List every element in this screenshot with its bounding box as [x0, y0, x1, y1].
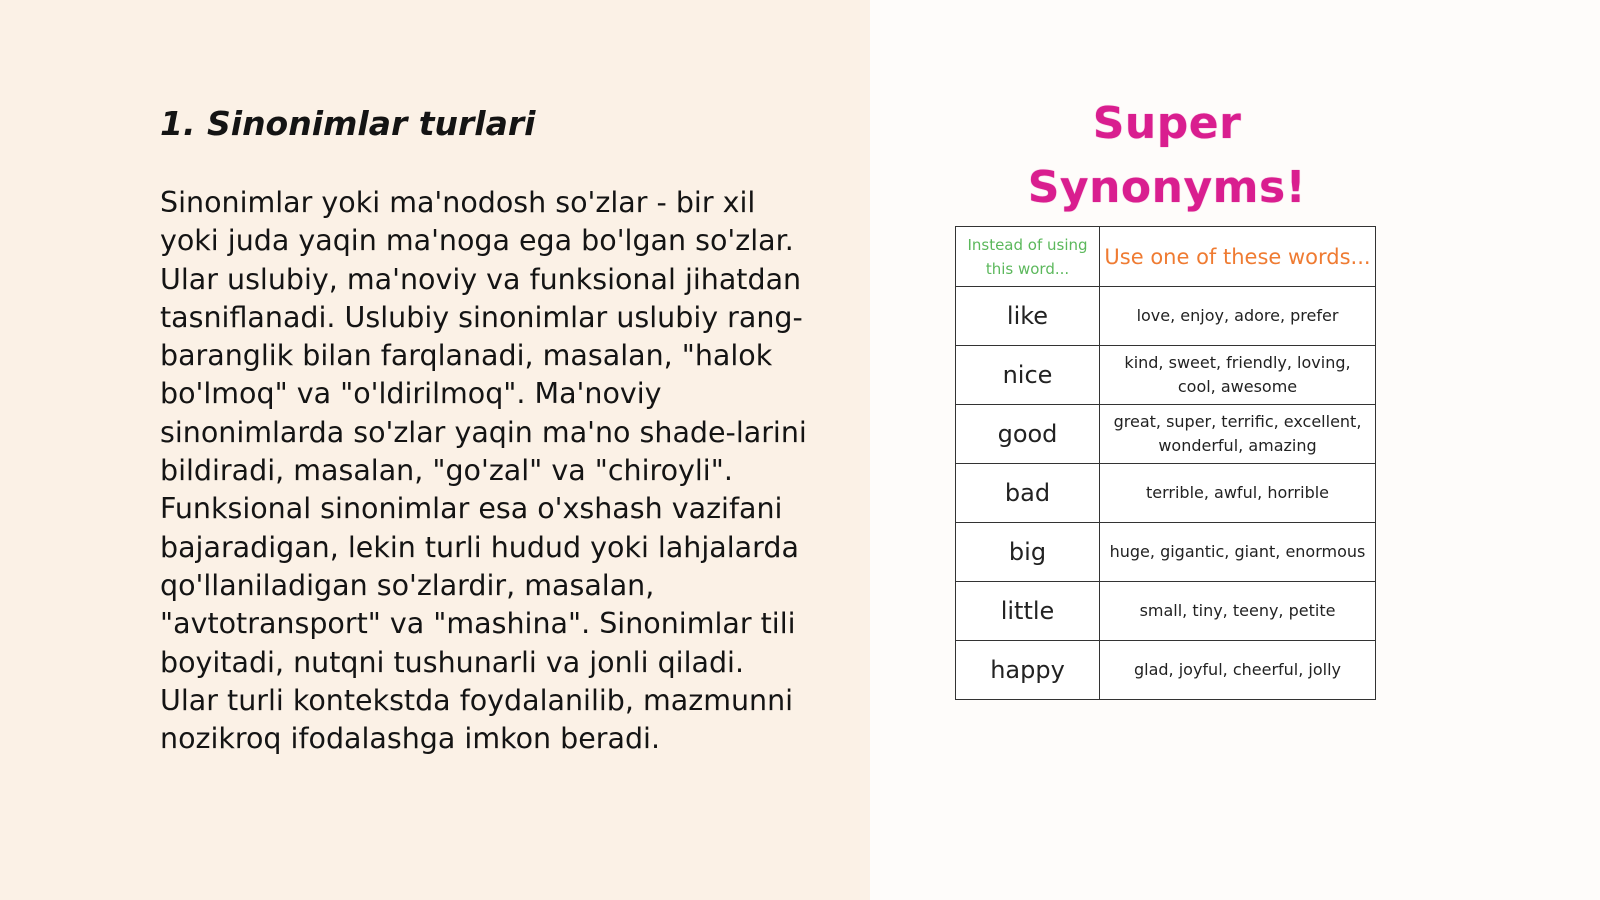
- row-synonyms: love, enjoy, adore, prefer: [1100, 287, 1376, 346]
- row-synonyms: kind, sweet, friendly, loving, cool, awesome: [1100, 346, 1376, 405]
- table-row: [956, 523, 1376, 582]
- row-synonyms: glad, joyful, cheerful, jolly: [1100, 641, 1376, 700]
- row-synonyms: terrible, awful, horrible: [1100, 464, 1376, 523]
- row-synonyms: huge, gigantic, giant, enormous: [1100, 523, 1376, 582]
- table-row: [956, 582, 1376, 641]
- row-word: bad: [956, 464, 1100, 523]
- row-word: happy: [956, 641, 1100, 700]
- table-row: [956, 405, 1376, 464]
- synonyms-image: [955, 92, 1379, 700]
- table-header-row: [956, 227, 1376, 287]
- table-row: [956, 641, 1376, 700]
- synonyms-title: Super Synonyms!: [1027, 98, 1307, 213]
- row-synonyms: small, tiny, teeny, petite: [1100, 582, 1376, 641]
- row-synonyms: great, super, terrific, excellent, wonderful, amazing: [1100, 405, 1376, 464]
- slide-title: 1. Sinonimlar turlari: [160, 104, 536, 143]
- table-row: [956, 464, 1376, 523]
- row-word: nice: [956, 346, 1100, 405]
- synonyms-table: [955, 226, 1376, 700]
- slide-body-text: Sinonimlar yoki ma'nodosh so'zlar - bir xil yoki juda yaqin ma'noga ega bo'lgan so'zlar. Ular uslubiy, ma'noviy va funksional jihatdan tasniflanadi. Uslubiy sinonimlar uslubiy rang- baranglik bilan farqlanadi, masalan, "halok bo'lmoq" va "o'ldirilmoq". Ma'noviy sinonimlarda so'zlar yaqin ma'no shade-larini bildiradi, masalan, "go'zal" va "chiroyli". Funksional sinonimlar esa o'xshash vazifani bajaradigan, lekin turli hudud yoki lahjalarda qo'llaniladigan so'zlardir, masalan, "avtotransport" va "mashina". Sinonimlar tili boyitadi, nutqni tushunarli va jonli qiladi. Ular turli kontekstda foydalanilib, mazmunni nozikroq ifodalashga imkon beradi.: [160, 186, 807, 756]
- table-row: [956, 346, 1376, 405]
- header-word: Instead of using this word...: [956, 227, 1100, 287]
- table-row: [956, 287, 1376, 346]
- row-word: good: [956, 405, 1100, 464]
- row-word: big: [956, 523, 1100, 582]
- row-word: like: [956, 287, 1100, 346]
- row-word: little: [956, 582, 1100, 641]
- header-synonyms: Use one of these words...: [1100, 227, 1376, 287]
